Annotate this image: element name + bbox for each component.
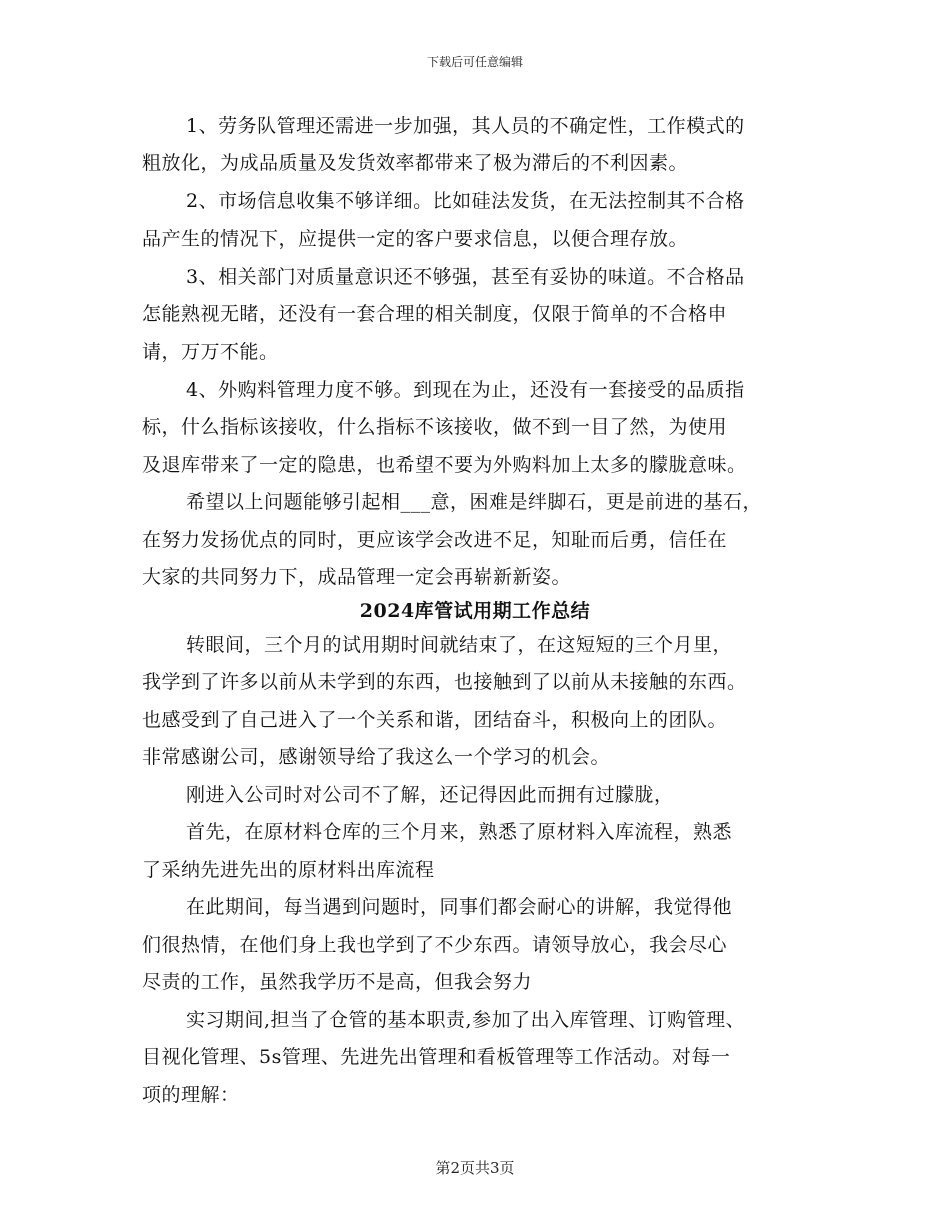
page-number: 第2页共3页 <box>435 1159 515 1177</box>
paragraph-line: 粗放化，为成品质量及发货效率都带来了极为滞后的不利因素。 <box>142 152 689 174</box>
paragraph-line: 希望以上问题能够引起相___意，困难是绊脚石，更是前进的基石， <box>186 491 763 513</box>
paragraph-line: 3、相关部门对质量意识还不够强，甚至有妥协的味道。不合格品 <box>186 266 745 288</box>
paragraph-line: 4、外购料管理力度不够。到现在为止，还没有一套接受的品质指 <box>186 379 745 401</box>
paragraph-line: 也感受到了自己进入了一个关系和谐，团结奋斗，积极向上的团队。 <box>142 709 728 731</box>
paragraph-line: 大家的共同努力下，成品管理一定会再崭新新姿。 <box>142 566 572 588</box>
paragraph-line: 标，什么指标该接收，什么指标不该接收，做不到一目了然，为使用 <box>142 416 728 438</box>
paragraph-line: 首先，在原材料仓库的三个月来，熟悉了原材料入库流程，熟悉 <box>186 821 733 843</box>
paragraph-line: 刚进入公司时对公司不了解，还记得因此而拥有过朦胧， <box>186 784 674 806</box>
paragraph-line: 2、市场信息收集不够详细。比如硅法发货，在无法控制其不合格 <box>186 190 745 212</box>
paragraph-line: 怎能熟视无睹，还没有一套合理的相关制度，仅限于简单的不合格申 <box>142 303 728 325</box>
paragraph-line: 了采纳先进先出的原材料出库流程 <box>142 859 435 881</box>
paragraph-line: 请，万万不能。 <box>142 341 279 363</box>
paragraph-line: 们很热情，在他们身上我也学到了不少东西。请领导放心，我会尽心 <box>142 934 728 956</box>
paragraph-line: 实习期间,担当了仓管的基本职责,参加了出入库管理、订购管理、 <box>186 1009 746 1031</box>
paragraph-line: 1、劳务队管理还需进一步加强，其人员的不确定性，工作模式的 <box>186 115 745 137</box>
paragraph-line: 项的理解： <box>142 1084 240 1106</box>
paragraph-line: 目视化管理、5s管理、先进先出管理和看板管理等工作活动。对每一 <box>142 1046 731 1068</box>
paragraph-line: 及退库带来了一定的隐患，也希望不要为外购料加上太多的朦胧意味。 <box>142 454 747 476</box>
paragraph-line: 在此期间，每当遇到问题时，同事们都会耐心的讲解，我觉得他 <box>186 896 733 918</box>
header-note: 下载后可任意编辑 <box>426 55 523 69</box>
paragraph-line: 非常感谢公司，感谢领导给了我这么一个学习的机会。 <box>142 746 611 768</box>
paragraph-line: 品产生的情况下，应提供一定的客户要求信息，以便合理存放。 <box>142 228 689 250</box>
paragraph-line: 转眼间，三个月的试用期时间就结束了，在这短短的三个月里， <box>186 634 733 656</box>
paragraph-line: 我学到了许多以前从未学到的东西，也接触到了以前从未接触的东西。 <box>142 671 747 693</box>
paragraph-line: 尽责的工作，虽然我学历不是高，但我会努力 <box>142 971 533 993</box>
paragraph-line: 在努力发扬优点的同时，更应该学会改进不足，知耻而后勇，信任在 <box>142 529 728 551</box>
section-title: 2024库管试用期工作总结 <box>359 600 591 622</box>
